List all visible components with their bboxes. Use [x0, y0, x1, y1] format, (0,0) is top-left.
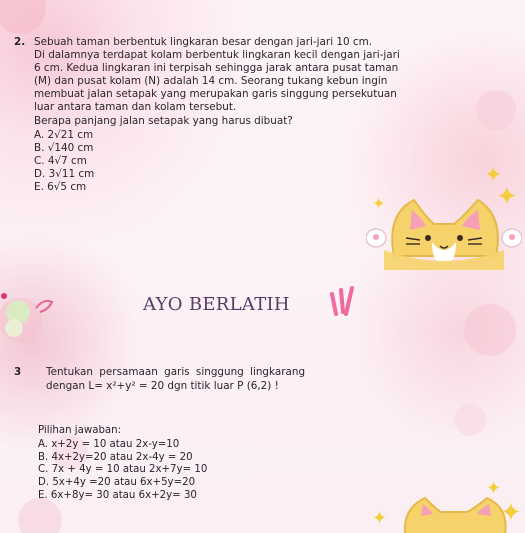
answer-option[interactable]: E. 6√5 cm [34, 181, 87, 194]
question-text-line: (M) dan pusat kolam (N) adalah 14 cm. Seorang tukang kebun ingin [34, 75, 388, 88]
sparkle-icon: ✦ [372, 508, 388, 529]
section-banner-title: AYO BERLATIH [143, 294, 290, 315]
question-text-line: membuat jalan setapak yang merupakan garis singgung persekutuan [34, 88, 397, 101]
question-2-statement [46, 366, 514, 393]
answer-options [34, 129, 514, 194]
question-text-line: Di dalamnya terdapat kolam berbentuk lingkaran kecil dengan jari-jari [34, 49, 400, 62]
answer-option[interactable]: D. 3√11 cm [34, 167, 95, 180]
sparkle-icon: ✦ [486, 478, 502, 499]
sparkle-icon: ✦ [496, 182, 518, 212]
question-number: 2. [14, 36, 26, 48]
answer-option[interactable]: E. 6x+8y= 30 atau 6x+2y= 30 [38, 489, 197, 501]
question-text-line: Tentukan persamaan garis singgung lingkarang [46, 366, 306, 378]
answer-option[interactable]: B. 4x+2y=20 atau 2x-4y = 20 [38, 451, 193, 463]
question-text-line: dengan L= x²+y² = 20 dgn titik luar P (6,2) ! [46, 379, 279, 392]
answer-choices [38, 425, 207, 503]
question-text-line: luar antara taman dan kolam tersebut. [34, 101, 237, 114]
sparkle-icon: ✦ [372, 194, 386, 213]
question-prompt: Berapa panjang jalan setapak yang harus dibuat? [34, 114, 293, 127]
answers-header: Pilihan jawaban: [38, 425, 122, 436]
question-number: 3 [14, 366, 22, 378]
answer-option[interactable]: A. x+2y = 10 atau 2x-y=10 [38, 438, 180, 450]
question-2 [14, 366, 514, 393]
sparkle-icon: ✦ [484, 163, 503, 188]
question-1 [14, 36, 514, 194]
question-text-line: Sebuah taman berbentuk lingkaran besar dengan jari-jari 10 cm. [34, 36, 373, 48]
section-banner-decoration [0, 272, 525, 362]
question-text-line: 6 cm. Kedua lingkaran ini terpisah sehingga jarak antara pusat taman [34, 62, 399, 75]
question-1-body [34, 36, 514, 194]
sparkle-icon: ✦ [500, 498, 522, 528]
answer-option[interactable]: D. 5x+4y =20 atau 6x+5y=20 [38, 477, 196, 489]
answer-option[interactable]: A. 2√21 cm [34, 128, 94, 141]
answer-option[interactable]: C. 4√7 cm [34, 154, 87, 167]
cat-illustration [395, 494, 515, 533]
answer-option[interactable]: B. √140 cm [34, 141, 94, 154]
answer-option[interactable]: C. 7x + 4y = 10 atau 2x+7y= 10 [38, 464, 208, 476]
